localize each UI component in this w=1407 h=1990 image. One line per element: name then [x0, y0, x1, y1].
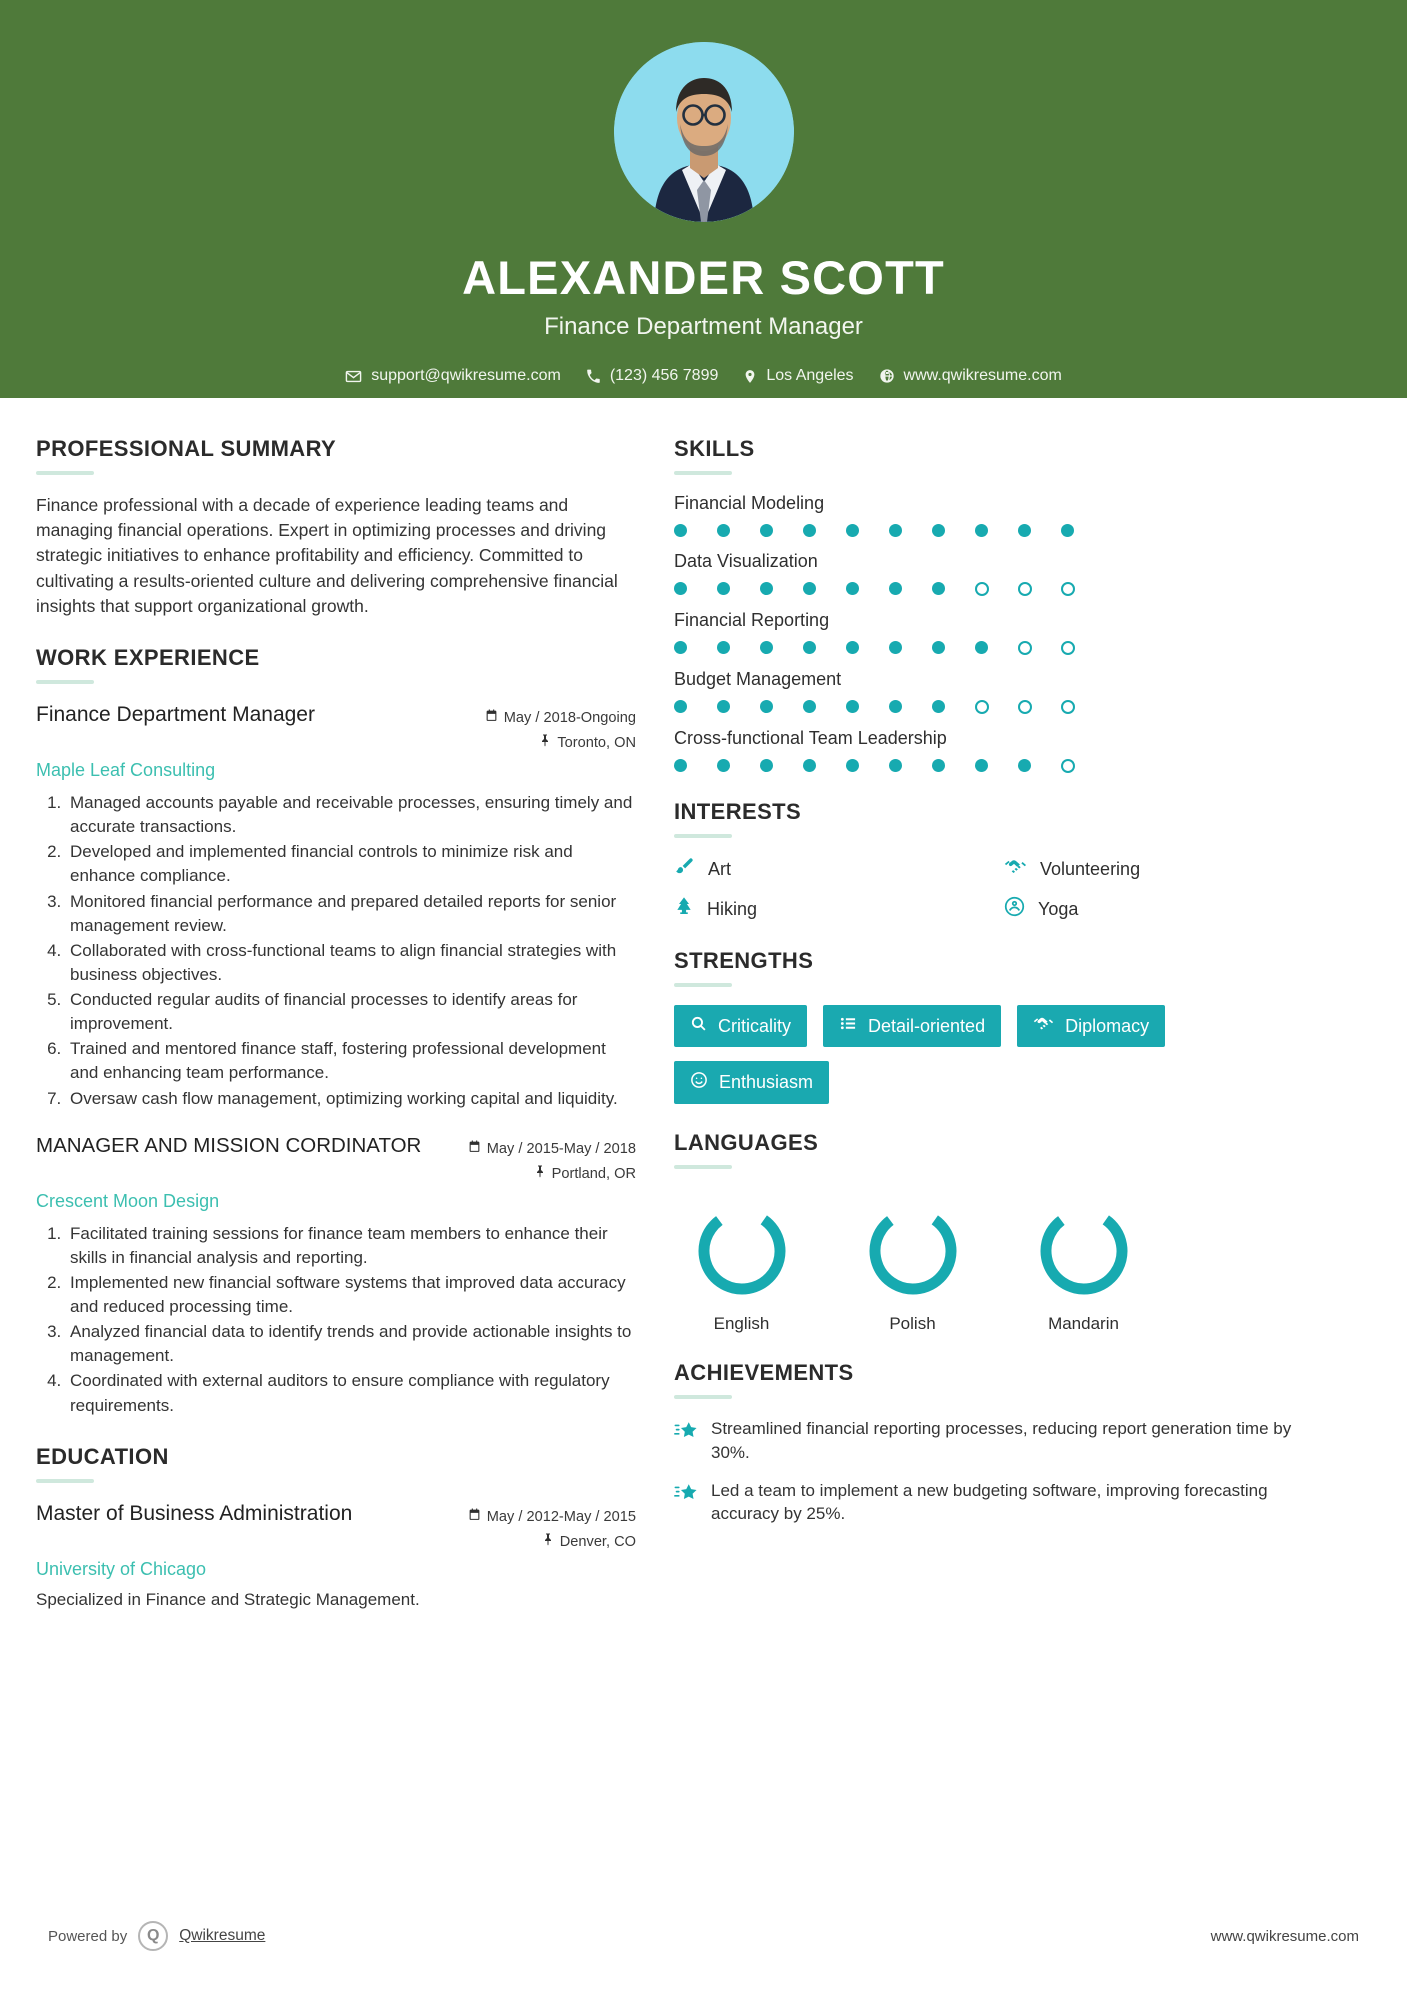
skill-dot-cell [803, 582, 846, 596]
resume-header [0, 0, 1407, 398]
skill-dot-cell [889, 641, 932, 655]
section-rule [674, 1165, 732, 1169]
skill-dot-cell [1061, 700, 1104, 714]
section-title: PROFESSIONAL SUMMARY [36, 436, 337, 461]
skill-dot-empty [1018, 582, 1032, 596]
skill-dot-empty [1061, 759, 1075, 773]
interests-grid [674, 856, 1334, 922]
section-title: ACHIEVEMENTS [674, 1360, 854, 1385]
bullet-item: 3. Analyzed financial data to identify trends and provide actionable insights to management. [66, 1320, 636, 1368]
avatar-photo [614, 42, 794, 222]
skill-level-meter [674, 524, 1334, 537]
interest-label: Art [708, 858, 732, 879]
star-icon [674, 1417, 698, 1447]
qwikresume-link[interactable]: Qwikresume [179, 1927, 266, 1944]
skill-dot-filled [760, 524, 773, 537]
skill-dot-filled [975, 641, 988, 654]
candidate-name: ALEXANDER SCOTT [462, 251, 945, 304]
tree-icon [674, 896, 694, 922]
skill-dot-cell [1061, 524, 1104, 537]
summary-text: Finance professional with a decade of experience leading teams and managing financial operations. Expert in optimizing processes and driving strategic initiatives to enhance profitability and efficiency. Committed to cultivating a results-oriented culture and delivering comprehensive financial insights that support organizational growth. [36, 495, 618, 616]
right-column [674, 436, 1334, 1636]
education-degree: Master of Business Administration [36, 1501, 353, 1525]
section-title: INTERESTS [674, 799, 802, 824]
skill-dot-filled [846, 582, 859, 595]
skill-dot-filled [803, 759, 816, 772]
skill-dot-filled [760, 582, 773, 595]
section-professional-summary [36, 436, 636, 619]
phone-icon [586, 369, 601, 384]
skill-dot-cell [889, 759, 932, 773]
skill-dot-cell [975, 582, 1018, 596]
skill-dot-cell [803, 641, 846, 655]
interest-item [674, 896, 1004, 922]
strengths-badges [674, 1005, 1334, 1104]
skill-dot-cell [846, 524, 889, 537]
bullet-item: 7. Oversaw cash flow management, optimizing working capital and liquidity. [66, 1087, 636, 1111]
strength-badge-criticality[interactable] [674, 1005, 807, 1047]
work-entry-head [36, 702, 636, 757]
strength-badge-detail-oriented[interactable] [823, 1005, 1001, 1047]
skill-dot-cell [846, 759, 889, 773]
skill-dot-cell [674, 641, 717, 655]
section-strengths [674, 948, 1334, 1104]
skill-dot-filled [803, 524, 816, 537]
work-entry-date: May / 2018-Ongoing [503, 709, 636, 726]
work-entry [36, 1133, 636, 1418]
skill-dot-empty [1018, 700, 1032, 714]
skill-dot-filled [932, 582, 945, 595]
globe-icon [879, 368, 895, 384]
interest-item [1004, 896, 1334, 922]
interest-item [674, 856, 1004, 882]
education-date-row [468, 1505, 636, 1531]
skill-dot-empty [975, 700, 989, 714]
education-date: May / 2012-May / 2015 [486, 1508, 636, 1525]
skill-dot-cell [975, 641, 1018, 655]
education-school: University of Chicago [36, 1558, 207, 1579]
skill-dot-filled [760, 641, 773, 654]
strength-badge-enthusiasm[interactable] [674, 1061, 829, 1104]
skill-dot-cell [674, 759, 717, 773]
education-entry-head [36, 1501, 636, 1556]
section-title: EDUCATION [36, 1443, 169, 1469]
paintbrush-icon [674, 856, 695, 882]
language-progress-ring [692, 1201, 792, 1301]
mail-icon [345, 368, 362, 385]
skill-dot-empty [1061, 641, 1075, 655]
contact-row [345, 367, 1062, 385]
work-entry-bullets [36, 1222, 636, 1418]
language-progress-ring [1034, 1201, 1134, 1301]
strength-label: Detail-oriented [868, 1015, 986, 1036]
skill-dot-cell [932, 524, 975, 537]
skill-dot-cell [846, 700, 889, 714]
skill-dot-cell [717, 641, 760, 655]
work-entry-meta [468, 1133, 636, 1188]
work-entry-head [36, 1133, 636, 1188]
language-label: Mandarin [1048, 1314, 1119, 1333]
skill-dot-cell [889, 524, 932, 537]
education-description: Specialized in Finance and Strategic Management. [36, 1589, 420, 1609]
left-column [36, 436, 636, 1636]
skill-dot-cell [932, 582, 975, 596]
calendar-icon [468, 1137, 481, 1163]
skill-dot-filled [760, 759, 773, 772]
contact-location-text: Los Angeles [766, 367, 854, 384]
skill-dot-filled [803, 582, 816, 595]
skill-dot-cell [717, 524, 760, 537]
contact-website-text: www.qwikresume.com [903, 367, 1062, 384]
work-entry-role: MANAGER AND MISSION CORDINATOR [36, 1133, 422, 1157]
bullet-item: 3. Monitored financial performance and prepared detailed reports for senior management review. [66, 890, 636, 938]
candidate-job-title: Finance Department Manager [544, 313, 863, 340]
achievement-item [674, 1417, 1334, 1465]
skill-dot-cell [975, 759, 1018, 773]
skill-dot-filled [975, 524, 988, 537]
skill-dot-cell [932, 700, 975, 714]
pushpin-icon [534, 1162, 546, 1188]
education-entry [36, 1501, 636, 1610]
work-entry-location: Portland, OR [551, 1166, 636, 1183]
section-interests [674, 799, 1334, 922]
skill-dot-cell [717, 700, 760, 714]
skill-dot-filled [674, 524, 687, 537]
contact-phone-text: (123) 456 7899 [609, 367, 719, 384]
skill-dot-cell [717, 759, 760, 773]
skill-dot-filled [803, 700, 816, 713]
section-achievements [674, 1360, 1334, 1526]
skill-name: Financial Modeling [674, 493, 825, 513]
search-icon [690, 1015, 707, 1037]
section-skills [674, 436, 1334, 773]
handshake-icon [1033, 1015, 1054, 1037]
skill-dot-filled [803, 641, 816, 654]
calendar-icon [468, 1505, 481, 1531]
skill-dot-cell [674, 524, 717, 537]
languages-list [674, 1187, 1334, 1334]
bullet-item: 1. Facilitated training sessions for finance team members to enhance their skills in financial analysis and reporting. [66, 1222, 636, 1270]
language-progress-ring [863, 1201, 963, 1301]
skill-dot-cell [1018, 641, 1061, 655]
achievement-text: Streamlined financial reporting processes, reducing report generation time by 30%. [711, 1419, 1292, 1462]
section-rule [36, 1479, 94, 1483]
section-rule [674, 983, 732, 987]
skill-dot-cell [803, 700, 846, 714]
star-icon [674, 1479, 698, 1509]
skill-dot-filled [975, 759, 988, 772]
pushpin-icon [539, 731, 551, 757]
skill-dot-empty [1061, 582, 1075, 596]
skill-level-meter [674, 582, 1334, 596]
skill-dot-cell [1061, 582, 1104, 596]
skills-list [674, 493, 1334, 773]
section-rule [36, 471, 94, 475]
footer-url: www.qwikresume.com [1210, 1927, 1359, 1945]
achievement-text: Led a team to implement a new budgeting software, improving forecasting accuracy by 25%. [711, 1480, 1268, 1524]
skill-dot-cell [1061, 641, 1104, 655]
achievement-item [674, 1479, 1334, 1527]
list-icon [839, 1015, 857, 1037]
interest-label: Hiking [707, 898, 758, 919]
skill-dot-filled [760, 700, 773, 713]
skill-dot-filled [932, 759, 945, 772]
work-entry-date-row [485, 706, 636, 732]
skill-dot-cell [760, 524, 803, 537]
skill-dot-filled [932, 524, 945, 537]
skill-dot-filled [717, 524, 730, 537]
section-title: WORK EXPERIENCE [36, 644, 260, 670]
contact-website[interactable] [879, 367, 1062, 385]
bullet-item: 2. Developed and implemented financial controls to minimize risk and enhance compliance. [66, 840, 636, 888]
section-languages [674, 1130, 1334, 1334]
powered-by [48, 1921, 265, 1951]
skill-dot-filled [1061, 524, 1074, 537]
section-rule [36, 680, 94, 684]
language-label: English [713, 1314, 770, 1333]
skill-dot-filled [889, 582, 902, 595]
work-entry [36, 702, 636, 1111]
skill-name: Data Visualization [674, 551, 818, 571]
section-rule [674, 834, 732, 838]
skill-name: Budget Management [674, 669, 842, 689]
work-entry-location-row [485, 731, 636, 757]
skill-dot-cell [760, 700, 803, 714]
skill-dot-filled [1018, 524, 1031, 537]
skill-name: Financial Reporting [674, 610, 830, 630]
skill-dot-filled [674, 641, 687, 654]
skill-dot-empty [1061, 700, 1075, 714]
language-item [674, 1201, 809, 1334]
section-title: STRENGTHS [674, 948, 814, 973]
bullet-item: 5. Conducted regular audits of financial processes to identify areas for improvement. [66, 988, 636, 1036]
skill-dot-cell [975, 700, 1018, 714]
language-item [845, 1201, 980, 1334]
skill-dot-cell [889, 700, 932, 714]
skill-dot-filled [846, 759, 859, 772]
bullet-item: 4. Coordinated with external auditors to ensure compliance with regulatory requirements. [66, 1369, 636, 1417]
strength-label: Diplomacy [1065, 1015, 1150, 1036]
skill-dot-filled [889, 759, 902, 772]
skill-dot-cell [932, 641, 975, 655]
skill-dot-cell [1061, 759, 1104, 773]
section-rule [674, 1395, 732, 1399]
bullet-item: 6. Trained and mentored finance staff, fostering professional development and enhancing team performance. [66, 1037, 636, 1085]
skill-dot-cell [717, 582, 760, 596]
powered-by-label: Powered by [48, 1927, 128, 1945]
education-entry-meta [468, 1501, 636, 1556]
education-location: Denver, CO [559, 1534, 636, 1551]
skill-dot-filled [846, 700, 859, 713]
skill-dot-filled [717, 759, 730, 772]
skill-dot-filled [889, 524, 902, 537]
work-entry-date: May / 2015-May / 2018 [486, 1140, 636, 1157]
footer [0, 1882, 1407, 1990]
work-entry-bullets [36, 791, 636, 1111]
work-entry-organization: Crescent Moon Design [36, 1190, 220, 1211]
section-title: SKILLS [674, 436, 755, 461]
work-entry-location-row [468, 1162, 636, 1188]
section-rule [674, 471, 732, 475]
skill-dot-cell [674, 582, 717, 596]
skill-dot-cell [1018, 582, 1061, 596]
skill-dot-filled [674, 582, 687, 595]
skill-dot-cell [846, 582, 889, 596]
skill-dot-filled [1018, 759, 1031, 772]
contact-location [743, 367, 853, 385]
skill-dot-cell [846, 641, 889, 655]
skill-dot-filled [932, 700, 945, 713]
skill-dot-cell [803, 759, 846, 773]
work-entry-meta [485, 702, 636, 757]
skill-dot-filled [717, 700, 730, 713]
skill-dot-cell [760, 582, 803, 596]
skill-dot-filled [846, 641, 859, 654]
calendar-icon [485, 706, 498, 732]
section-education [36, 1444, 636, 1610]
section-title: LANGUAGES [674, 1130, 819, 1155]
skill-dot-filled [674, 700, 687, 713]
interest-label: Yoga [1038, 898, 1079, 919]
skill-dot-empty [1018, 641, 1032, 655]
work-entry-organization: Maple Leaf Consulting [36, 760, 216, 780]
skill-dot-filled [846, 524, 859, 537]
pushpin-icon [542, 1530, 554, 1556]
skill-dot-filled [889, 641, 902, 654]
skill-dot-cell [1018, 700, 1061, 714]
strength-label: Criticality [718, 1015, 792, 1036]
contact-email-text: support@qwikresume.com [371, 367, 561, 384]
language-label: Polish [889, 1314, 936, 1333]
skill-name: Cross-functional Team Leadership [674, 728, 947, 748]
qwikresume-logo-icon: Q [138, 1921, 168, 1951]
skill-dot-cell [1018, 524, 1061, 537]
skill-dot-filled [717, 582, 730, 595]
skill-dot-cell [889, 582, 932, 596]
skill-dot-cell [1018, 759, 1061, 773]
location-pin-icon [743, 368, 757, 385]
contact-phone[interactable] [586, 367, 719, 385]
avatar [614, 42, 794, 222]
skill-dot-cell [760, 759, 803, 773]
skill-dot-filled [674, 759, 687, 772]
education-location-row [468, 1530, 636, 1556]
interest-item [1004, 856, 1334, 882]
yoga-icon [1004, 896, 1025, 922]
smiley-icon [690, 1071, 708, 1094]
interest-label: Volunteering [1040, 858, 1141, 879]
bullet-item: 4. Collaborated with cross-functional teams to align financial strategies with business objectives. [66, 939, 636, 987]
handshake-icon [1004, 856, 1027, 882]
skill-level-meter [674, 641, 1334, 655]
skill-dot-filled [717, 641, 730, 654]
skill-dot-cell [674, 700, 717, 714]
skill-dot-empty [975, 582, 989, 596]
skill-dot-filled [889, 700, 902, 713]
bullet-item: 2. Implemented new financial software systems that improved data accuracy and reduced processing time. [66, 1271, 636, 1319]
skill-level-meter [674, 759, 1334, 773]
strength-badge-diplomacy[interactable] [1017, 1005, 1165, 1047]
work-entry-date-row [468, 1137, 636, 1163]
skill-dot-cell [760, 641, 803, 655]
skill-dot-cell [932, 759, 975, 773]
bullet-item: 1. Managed accounts payable and receivable processes, ensuring timely and accurate transactions. [66, 791, 636, 839]
section-work-experience [36, 645, 636, 1418]
skill-dot-filled [932, 641, 945, 654]
work-entry-role: Finance Department Manager [36, 702, 315, 726]
strength-label: Enthusiasm [719, 1072, 814, 1092]
contact-email[interactable] [345, 367, 561, 385]
resume-body [0, 398, 1407, 1636]
skill-dot-cell [803, 524, 846, 537]
language-item [1016, 1201, 1151, 1334]
work-entry-location: Toronto, ON [557, 735, 636, 752]
skill-dot-cell [975, 524, 1018, 537]
skill-level-meter [674, 700, 1334, 714]
